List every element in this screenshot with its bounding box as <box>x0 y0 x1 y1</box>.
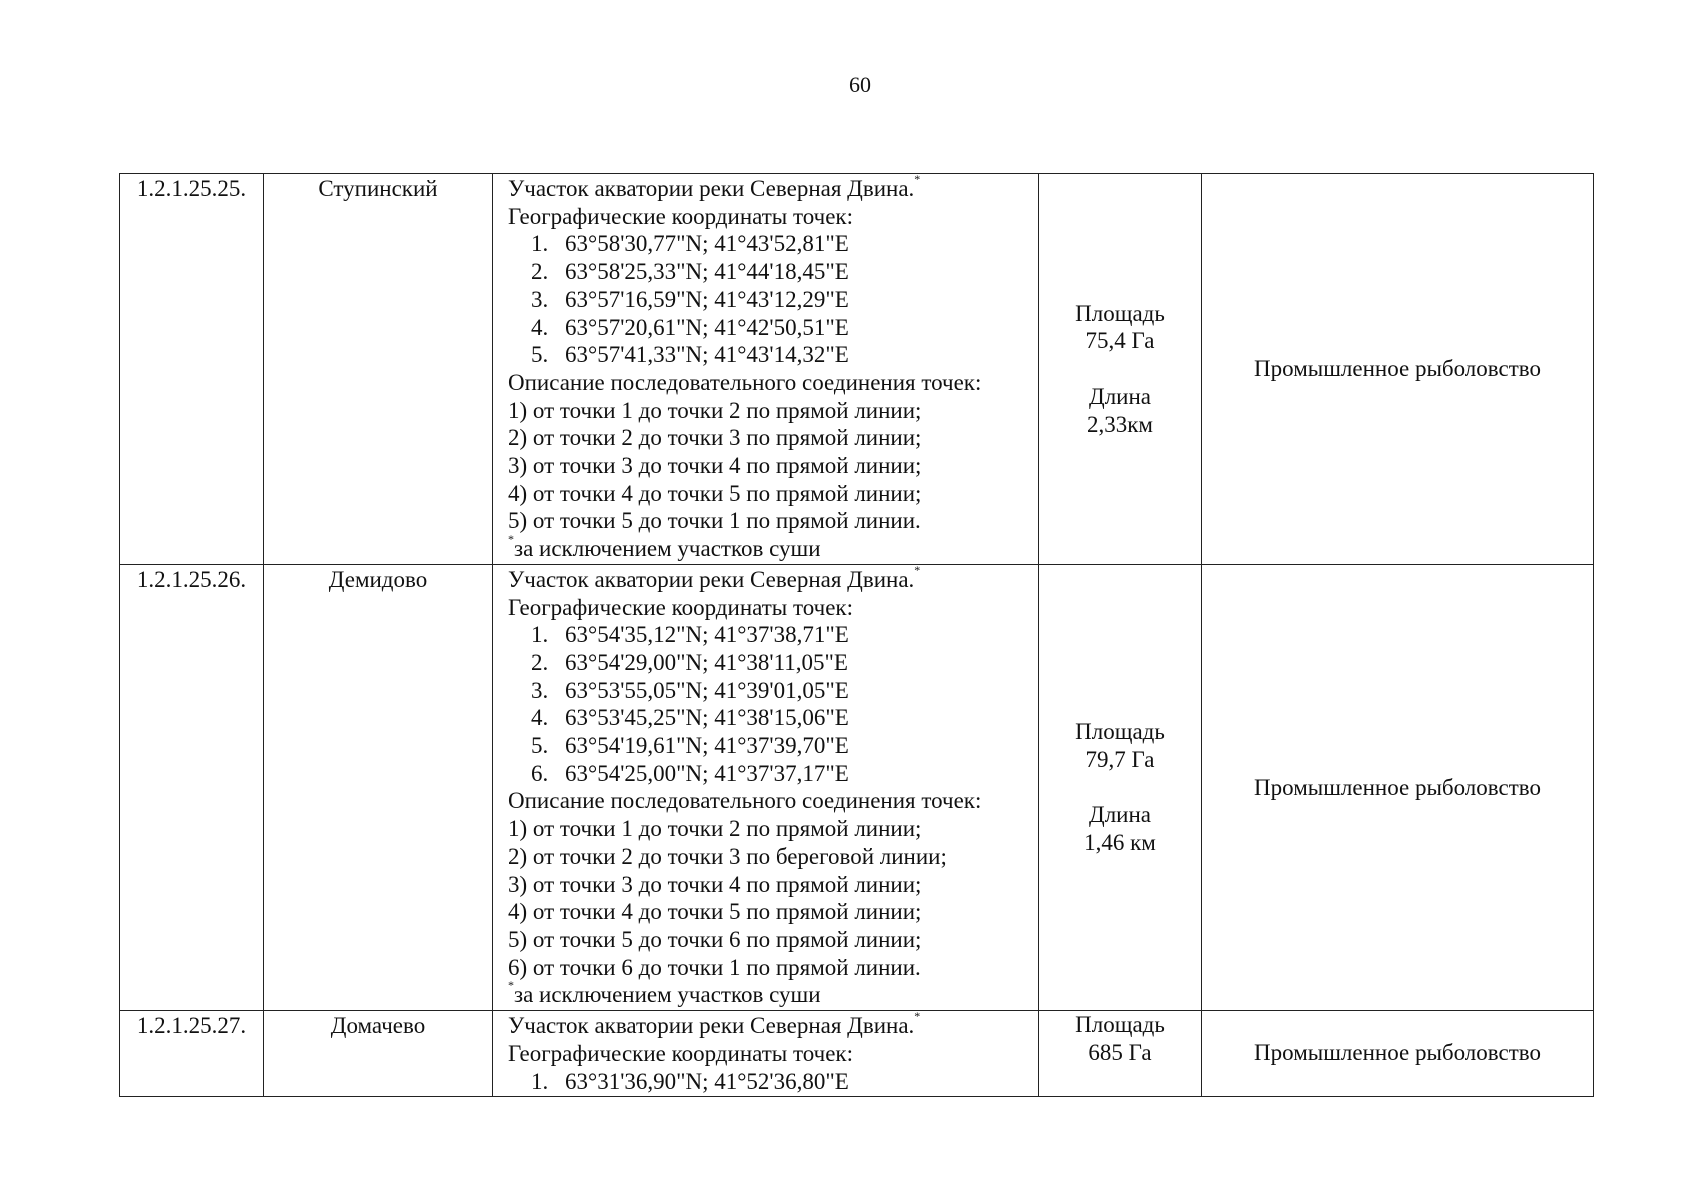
coordinate-item: 6. 63°54'25,00"N; 41°37'37,17"E <box>531 760 849 786</box>
usage-type: Промышленное рыболовство <box>1202 1011 1594 1097</box>
intro-text: Участок акватории реки Северная Двина. <box>508 1013 915 1039</box>
footnote-text: за исключением участков суши <box>514 982 821 1008</box>
length-value: 2,33км <box>1087 411 1153 437</box>
coordinate-list <box>508 230 1032 369</box>
connection-item: 1) от точки 1 до точки 2 по прямой линии; <box>508 816 922 842</box>
table-row <box>120 174 1594 565</box>
coordinate-item: 4. 63°57'20,61"N; 41°42'50,51"E <box>531 314 849 340</box>
connection-item: 2) от точки 2 до точки 3 по прямой линии; <box>508 425 922 451</box>
coordinate-item: 5. 63°54'19,61"N; 41°37'39,70"E <box>531 733 849 759</box>
coordinate-item: 3. 63°53'55,05"N; 41°39'01,05"E <box>531 677 849 703</box>
size-cell <box>1039 564 1202 1010</box>
footnote-mark: * <box>508 532 514 547</box>
connection-item: 1) от точки 1 до точки 2 по прямой линии; <box>508 397 922 423</box>
footnote-mark: * <box>914 562 921 577</box>
coords-title: Географические координаты точек: <box>508 594 853 620</box>
row-number: 1.2.1.25.27. <box>120 1011 264 1097</box>
coordinate-item: 2. 63°58'25,33"N; 41°44'18,45"E <box>531 259 849 285</box>
site-description <box>493 564 1039 1010</box>
footnote-mark: * <box>914 172 921 186</box>
connection-item: 5) от точки 5 до точки 1 по прямой линии. <box>508 508 921 534</box>
connection-item: 4) от точки 4 до точки 5 по прямой линии; <box>508 480 922 506</box>
row-number: 1.2.1.25.25. <box>120 174 264 565</box>
length-value: 1,46 км <box>1084 830 1156 856</box>
connection-item: 6) от точки 6 до точки 1 по прямой линии. <box>508 954 921 980</box>
table-row <box>120 564 1594 1010</box>
coordinate-item: 4. 63°53'45,25"N; 41°38'15,06"E <box>531 705 849 731</box>
coordinate-item: 2. 63°54'29,00"N; 41°38'11,05"E <box>531 649 848 675</box>
site-description <box>493 1011 1039 1097</box>
footnote-text: за исключением участков суши <box>514 536 821 562</box>
coordinate-item: 1. 63°54'35,12"N; 41°37'38,71"E <box>531 622 849 648</box>
site-name: Домачево <box>264 1011 493 1097</box>
size-cell <box>1039 1011 1202 1097</box>
coordinate-list <box>508 621 1032 787</box>
site-name: Демидово <box>264 564 493 1010</box>
coords-title: Географические координаты точек: <box>508 1040 853 1066</box>
connection-item: 3) от точки 3 до точки 4 по прямой линии; <box>508 453 922 479</box>
coordinate-item: 1. 63°58'30,77"N; 41°43'52,81"E <box>531 231 849 257</box>
coordinate-item: 3. 63°57'16,59"N; 41°43'12,29"E <box>531 286 849 312</box>
area-label: Площадь <box>1075 300 1165 326</box>
connection-title: Описание последовательного соединения точек: <box>508 369 982 395</box>
connection-item: 5) от точки 5 до точки 6 по прямой линии; <box>508 926 922 952</box>
coordinate-item: 5. 63°57'41,33"N; 41°43'14,32"E <box>531 342 849 368</box>
site-description <box>493 174 1039 565</box>
area-label: Площадь <box>1075 1012 1165 1038</box>
area-value: 79,7 Га <box>1085 746 1155 772</box>
footnote-mark: * <box>508 978 514 993</box>
intro-text: Участок акватории реки Северная Двина. <box>508 566 915 592</box>
usage-type: Промышленное рыболовство <box>1202 564 1594 1010</box>
connection-item: 3) от точки 3 до точки 4 по прямой линии; <box>508 871 922 897</box>
coordinate-item: 1. 63°31'36,90"N; 41°52'36,80"E <box>531 1068 849 1094</box>
fishing-areas-table <box>119 173 1594 1097</box>
size-cell <box>1039 174 1202 565</box>
coords-title: Географические координаты точек: <box>508 203 853 229</box>
connection-title: Описание последовательного соединения точек: <box>508 788 982 814</box>
usage-type: Промышленное рыболовство <box>1202 174 1594 565</box>
page-number: 60 <box>849 72 871 97</box>
area-label: Площадь <box>1075 719 1165 745</box>
site-name: Ступинский <box>264 174 493 565</box>
footnote-mark: * <box>914 1009 921 1024</box>
row-number: 1.2.1.25.26. <box>120 564 264 1010</box>
connection-item: 4) от точки 4 до точки 5 по прямой линии; <box>508 899 922 925</box>
length-label: Длина <box>1089 802 1151 828</box>
area-value: 685 Га <box>1088 1039 1152 1065</box>
connection-item: 2) от точки 2 до точки 3 по береговой линии; <box>508 843 947 869</box>
area-value: 75,4 Га <box>1085 328 1155 354</box>
table-row <box>120 1011 1594 1097</box>
coordinate-list <box>508 1068 1032 1096</box>
intro-text: Участок акватории реки Северная Двина. <box>508 176 915 201</box>
length-label: Длина <box>1089 383 1151 409</box>
